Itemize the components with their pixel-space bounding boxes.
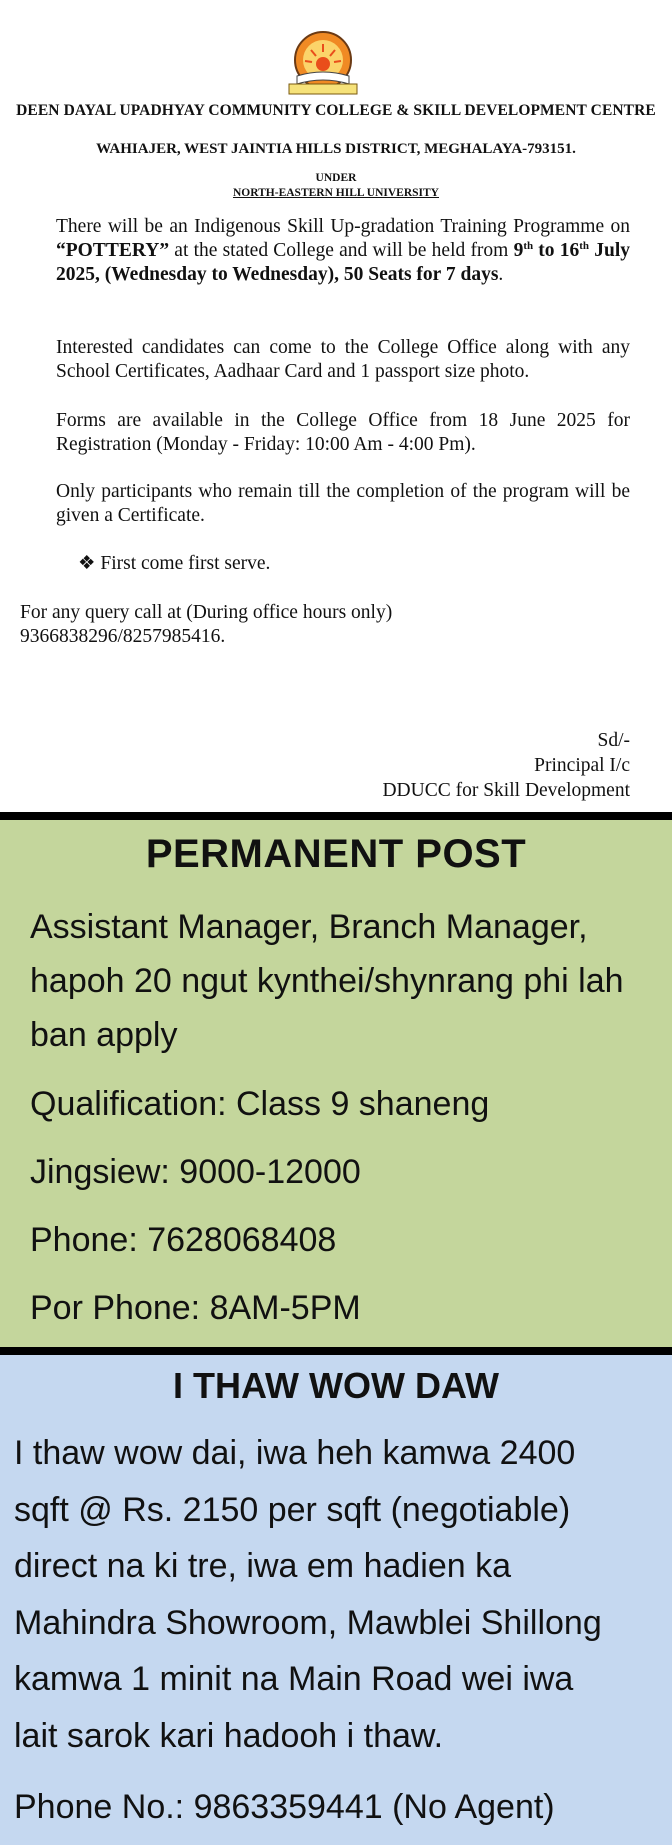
signature-sd: Sd/-	[597, 730, 630, 751]
forms-paragraph: Forms are available in the College Office from 18 June 2025 for Registration (Monday - Friday: 10:00 Am - 4:00 Pm).	[56, 410, 630, 455]
job-phone: Phone: 7628068408	[30, 1221, 337, 1259]
bullet-text: First come first serve.	[100, 553, 271, 574]
college-notice	[0, 0, 672, 812]
job-advertisement	[0, 820, 672, 1347]
college-emblem-icon	[275, 30, 371, 96]
training-announcement: There will be an Indigenous Skill Up-gradation Training Programme on “POTTERY” at the stated College and will be held from 9th to 16th July 2025, (Wednesday to Wednesday), 50 Seats for 7 days.	[56, 216, 631, 285]
announcement-text: There will be an Indigenous Skill Up-gradation Training Programme on	[56, 216, 630, 237]
certificate-paragraph: Only participants who remain till the completion of the program will be given a Certificate.	[56, 481, 630, 526]
announcement-text: at the stated College and will be held from	[169, 240, 514, 261]
college-name: DEEN DAYAL UPADHYAY COMMUNITY COLLEGE & SKILL DEVELOPMENT CENTRE	[16, 102, 656, 119]
bullet-item	[78, 551, 270, 575]
job-description: Assistant Manager, Branch Manager, hapoh 20 ngut kynthei/shynrang phi lah ban apply	[30, 908, 624, 1054]
requirements-paragraph: Interested candidates can come to the College Office along with any School Certificates, Aadhaar Card and 1 passport size photo.	[56, 337, 630, 382]
query-line: For any query call at (During office hours only)	[20, 602, 393, 623]
job-qualification: Qualification: Class 9 shaneng	[30, 1085, 490, 1123]
job-ad-title: PERMANENT POST	[145, 832, 527, 876]
query-phones: 9366838296/8257985416.	[20, 626, 226, 647]
section-divider	[0, 1347, 672, 1355]
query-contact	[20, 601, 392, 649]
land-description: I thaw wow dai, iwa heh kamwa 2400 sqft @ Rs. 2150 per sqft (negotiable) direct na ki tre, iwa em hadien ka Mahindra Showroom, Mawblei Shillong kamwa 1 minit na Main Road wei iwa lait sarok kari hadooh i thaw.	[14, 1434, 602, 1755]
under-label: UNDER	[315, 172, 357, 184]
land-sale-advertisement	[0, 1355, 672, 1845]
university-name: NORTH-EASTERN HILL UNIVERSITY	[232, 187, 439, 199]
signature-designation: Principal I/c	[534, 755, 630, 776]
job-salary: Jingsiew: 9000-12000	[30, 1153, 361, 1191]
signature-organisation: DDUCC for Skill Development	[382, 780, 630, 801]
programme-name: “POTTERY”	[56, 240, 170, 261]
college-address: WAHIAJER, WEST JAINTIA HILLS DISTRICT, MEGHALAYA-793151.	[96, 141, 576, 157]
programme-dates: 9th to 16th July 2025, (Wednesday to Wednesday), 50 Seats for 7 days	[56, 240, 631, 285]
job-phone-hours: Por Phone: 8AM-5PM	[30, 1289, 361, 1327]
signature-block	[382, 728, 630, 803]
land-ad-title: I THAW WOW DAW	[173, 1365, 499, 1406]
bullet-diamond-icon: ❖	[78, 553, 96, 574]
section-divider	[0, 812, 672, 820]
land-phone: Phone No.: 9863359441 (No Agent)	[14, 1788, 555, 1826]
